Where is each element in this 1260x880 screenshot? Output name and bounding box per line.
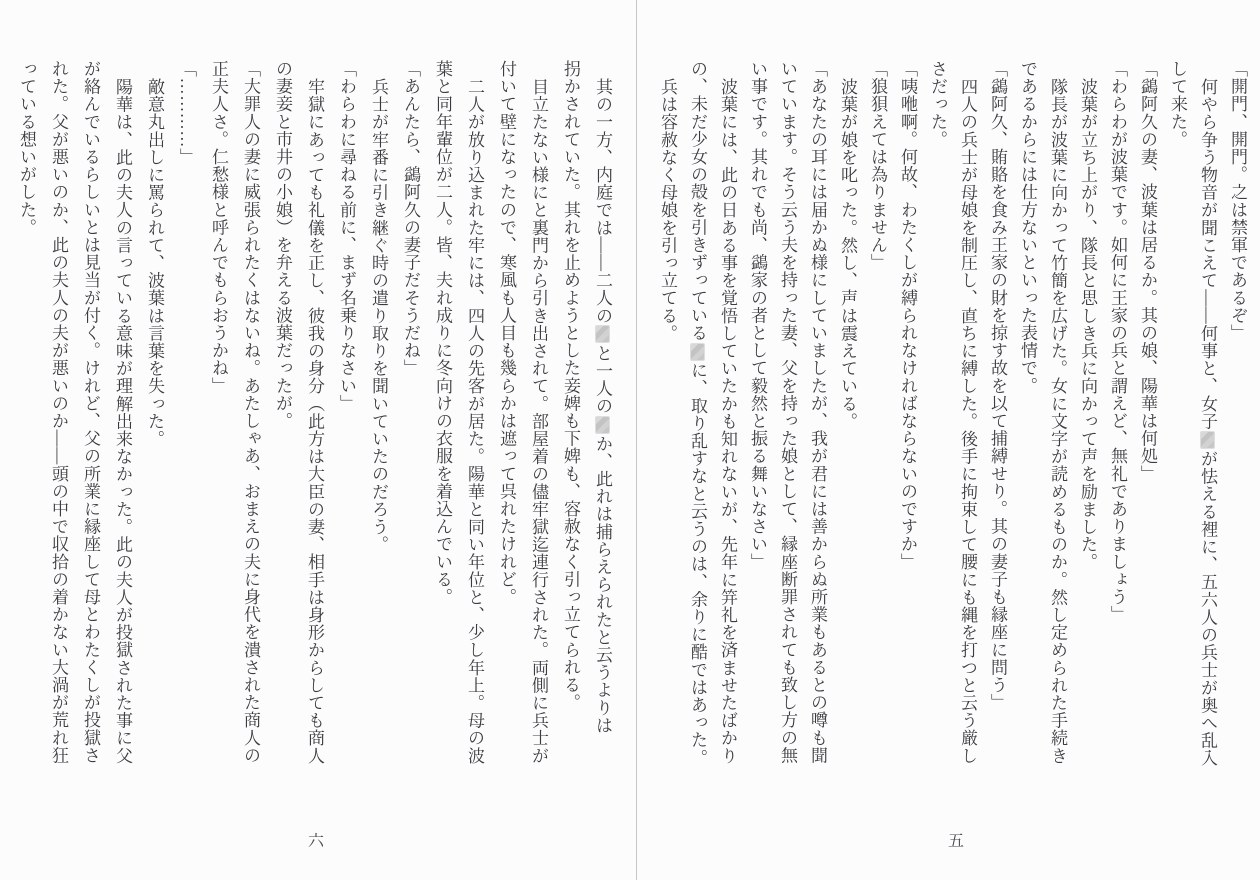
text-column: 波葉には、此の日ある事を覚悟していたかも知れないが、先年に笄礼を済ませたばかり <box>718 78 737 765</box>
text-column: 四人の兵士が母娘を制圧し、直ちに縛した。後手に拘束して腰にも縄を打つと云う厳し <box>958 78 977 765</box>
page-left <box>4 60 618 765</box>
text-column: 其の一方、内庭では――二人のと一人のか、此れは捕らえられたと云うよりは <box>593 78 612 735</box>
text-column: 「鷁阿久、賄賂を食み王家の財を掠す故を以て捕縛せり。其の妻子も縁座に問う」 <box>988 60 1007 712</box>
text-column: 波葉が立ち上がり、隊長と思しき兵に向かって声を励ました。 <box>1078 78 1097 571</box>
text-column: 二人が放り込まれた牢には、四人の先客が居た。陽華と同い年位と、少し年上。母の波 <box>465 78 484 765</box>
text-column: 何やら争う物音が聞こえて――何事と、女子が怯える裡に、五六人の兵士が奥へ乱入 <box>1198 78 1217 767</box>
text-column: 「あなたの耳には届かぬ様にしていましたが、我が君には善からぬ所業もあるとの噂も聞 <box>808 60 827 764</box>
text-column: 「開門、開門。之は禁軍であるぞ」 <box>1228 60 1247 342</box>
text-column: 「咦咃啊。何故、わたくしが縛られなければならないのですか」 <box>898 60 917 571</box>
text-column: 兵士が牢番に引き継ぐ時の遣り取りを聞いていたのだろう。 <box>369 78 388 554</box>
text-column: 敵意丸出しに罵られて、波葉は言葉を失った。 <box>145 78 164 448</box>
text-column: の、未だ少女の殻を引きずっているに、取り乱すなと云うのは、余りに酷ではあった。 <box>688 60 707 767</box>
page-number-left: 六 <box>307 833 324 850</box>
text-column: 「わらわに尋ねる前に、まず名乗りなさい」 <box>337 60 356 412</box>
text-column: 牢獄にあっても礼儀を正し、彼我の身分（此方は大臣の妻、相手は身形からしても商人 <box>305 78 324 765</box>
text-column: が絡んでいるらしいとは見当が付く。けれど、父の所業に縁座して母とわたくしが投獄さ <box>81 60 100 764</box>
text-column: 陽華は、此の夫人の言っている意味が理解出来なかった。此の夫人が投獄された事に父 <box>113 78 132 765</box>
text-column: 「鷁阿久の妻、波葉は居るか。其の娘、陽華は何処」 <box>1138 60 1157 483</box>
text-column: 兵は容赦なく母娘を引っ立てる。 <box>658 78 677 342</box>
text-column: 付いて壁になったので、寒風も人目も幾らかは遮って呉れたけれど。 <box>497 60 516 606</box>
text-column: 隊長が波葉に向かって竹簡を広げた。女に文字が読めるものか。然し定められた手続き <box>1048 78 1067 765</box>
censored-text-box <box>596 417 609 433</box>
text-column: 目立たない様にと裏門から引き出されて。部屋着の儘牢獄迄連行された。両側に兵士が <box>529 78 548 765</box>
censored-text-box <box>1201 432 1214 448</box>
text-column: れた。父が悪いのか、此の夫人の夫が悪いのか――頭の中で収拾の着かない大渦が荒れ狂 <box>49 60 68 764</box>
text-column: い事です。其れでも尚、鷁家の者として毅然と振る舞いなさい」 <box>748 60 767 571</box>
text-column: して来た。 <box>1168 60 1187 148</box>
text-column: 波葉が娘を叱った。然し、声は震えている。 <box>838 78 857 430</box>
page-divider <box>636 0 637 880</box>
text-column: 「狼狽えては為りません」 <box>868 60 887 272</box>
text-column: 「わらわが波葉です。如何に王家の兵と謂えど、無礼でありましょう」 <box>1108 60 1127 624</box>
text-column: っている想いがした。 <box>17 60 36 236</box>
censored-text-box <box>691 344 704 360</box>
text-column: いています。そう云う夫を持った妻、父を持った娘として、縁座断罪されても致し方の無 <box>778 60 797 764</box>
text-column: 「…………」 <box>177 60 196 166</box>
text-column: 葉と同年輩位が二人。皆、夫れ成りに冬向けの衣服を着込んでいる。 <box>433 60 452 606</box>
text-column: 「大罪人の妻に威張られたくはないね。あたしゃあ、おまえの夫に身代を潰された商人の <box>241 60 260 764</box>
page-right <box>648 60 1252 767</box>
text-column: であるからには仕方ないといった表情で。 <box>1018 60 1037 395</box>
censored-text-box <box>596 326 609 342</box>
text-column: 「あんたら、鷁阿久の妻子だそうだね」 <box>401 60 420 377</box>
text-column: 正夫人さ。仁愁様と呼んでもらおうかね」 <box>209 60 228 395</box>
text-column: の妻妾と市井の小娘）を弁える波葉だったが。 <box>273 60 292 430</box>
page-number-right: 五 <box>947 833 964 850</box>
text-column: 拐かされていた。其れを止めようとした妾婢も下婢も、容赦なく引っ立てられる。 <box>561 60 580 712</box>
text-column: さだった。 <box>928 60 947 148</box>
